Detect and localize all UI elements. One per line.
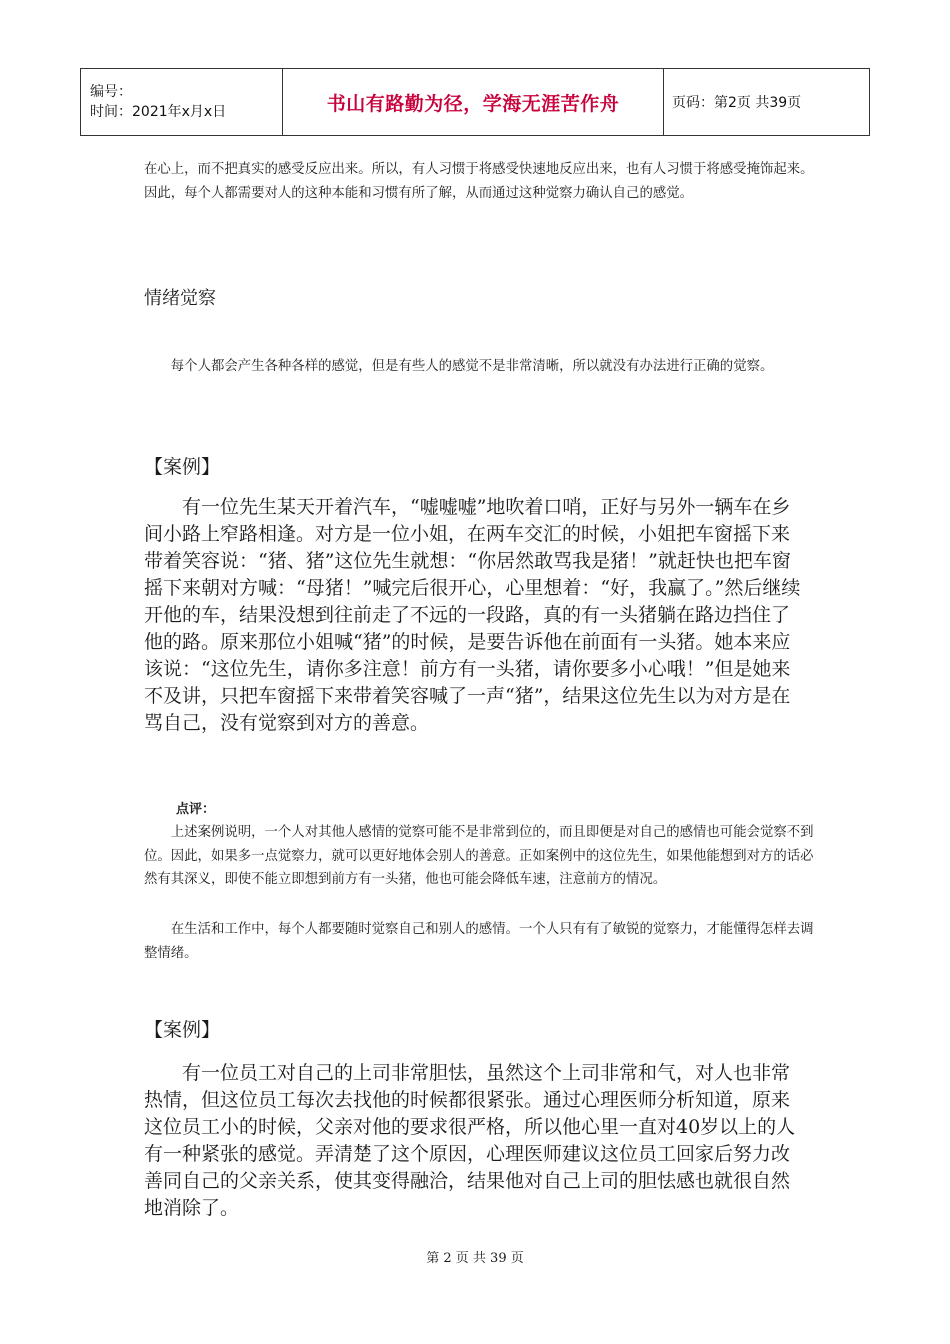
footer-page-number: 第 2 页 共 39 页 (426, 1251, 524, 1266)
header-page-number: 页码：第2页 共39页 (672, 95, 802, 111)
header-meta-cell (81, 69, 283, 136)
case-text-2: 有一位员工对自己的上司非常胆怯，虽然这个上司非常和气，对人也非常热情，但这位员工每次去找他的时候都很紧张。通过心理医师分析知道，原来这位员工小的时候，父亲对他的要求很严格，所以他心里一直对40岁以上的人有一种紧张的感觉。弄清楚了这个原因，心理医师建议这位员工回家后努力改善同自己的父亲关系，使其变得融洽，结果他对自己上司的胆怯感也就很自然地消除了。 (144, 1062, 796, 1219)
section-heading: 情绪觉察 (144, 288, 216, 309)
comment-label: 点评： (176, 802, 216, 817)
case-label-2: 【案例】 (144, 1019, 221, 1041)
document-date-label: 时间：2021年x月x日 (90, 104, 227, 120)
header-page-cell (664, 69, 870, 136)
document-number-label: 编号： (90, 84, 132, 100)
intro-paragraph: 在心上，而不把真实的感受反应出来。所以，有人习惯于将感受快速地反应出来，也有人习惯于将感受掩饰起来。因此，每个人都需要对人的这种本能和习惯有所了解，从而通过这种觉察力确认自己的感觉。 (144, 162, 814, 201)
header-table (80, 68, 870, 136)
comment-paragraph-2: 在生活和工作中，每个人都要随时觉察自己和别人的感情。一个人只有有了敏锐的觉察力，才能懂得怎样去调整情绪。 (144, 922, 814, 961)
case-text-1: 有一位先生某天开着汽车，“嘘嘘嘘”地吹着口哨，正好与另外一辆车在乡间小路上窄路相逢。对方是一位小姐，在两车交汇的时候，小姐把车窗摇下来带着笑容说：“猪、猪”这位先生就想：“你居然敢骂我是猪！”就赶快也把车窗摇下来朝对方喊：“母猪！”喊完后很开心，心里想着：“好，我赢了。”然后继续开他的车，结果没想到往前走了不远的一段路，真的有一头猪躺在路边挡住了他的路。原来那位小姐喊“猪”的时候，是要告诉他在前面有一头猪。她本来应该说：“这位先生，请你多注意！前方有一头猪，请你要多小心哦！”但是她来不及讲，只把车窗摇下来带着笑容喊了一声“猪”，结果这位先生以为对方是在骂自己，没有觉察到对方的善意。 (144, 496, 801, 734)
case-label-1: 【案例】 (144, 456, 221, 478)
header-motto: 书山有路勤为径，学海无涯苦作舟 (326, 92, 620, 115)
comment-paragraph-1: 上述案例说明，一个人对其他人感情的觉察可能不是非常到位的，而且即便是对自己的感情也可能会觉察不到位。因此，如果多一点觉察力，就可以更好地体会别人的善意。正如案例中的这位先生，如果他能想到对方的话必然有其深义，即使不能立即想到前方有一头猪，他也可能会降低车速，注意前方的情况。 (144, 825, 814, 887)
header-motto-cell (283, 69, 664, 136)
section-paragraph: 每个人都会产生各种各样的感觉，但是有些人的感觉不是非常清晰，所以就没有办法进行正确的觉察。 (170, 359, 774, 374)
